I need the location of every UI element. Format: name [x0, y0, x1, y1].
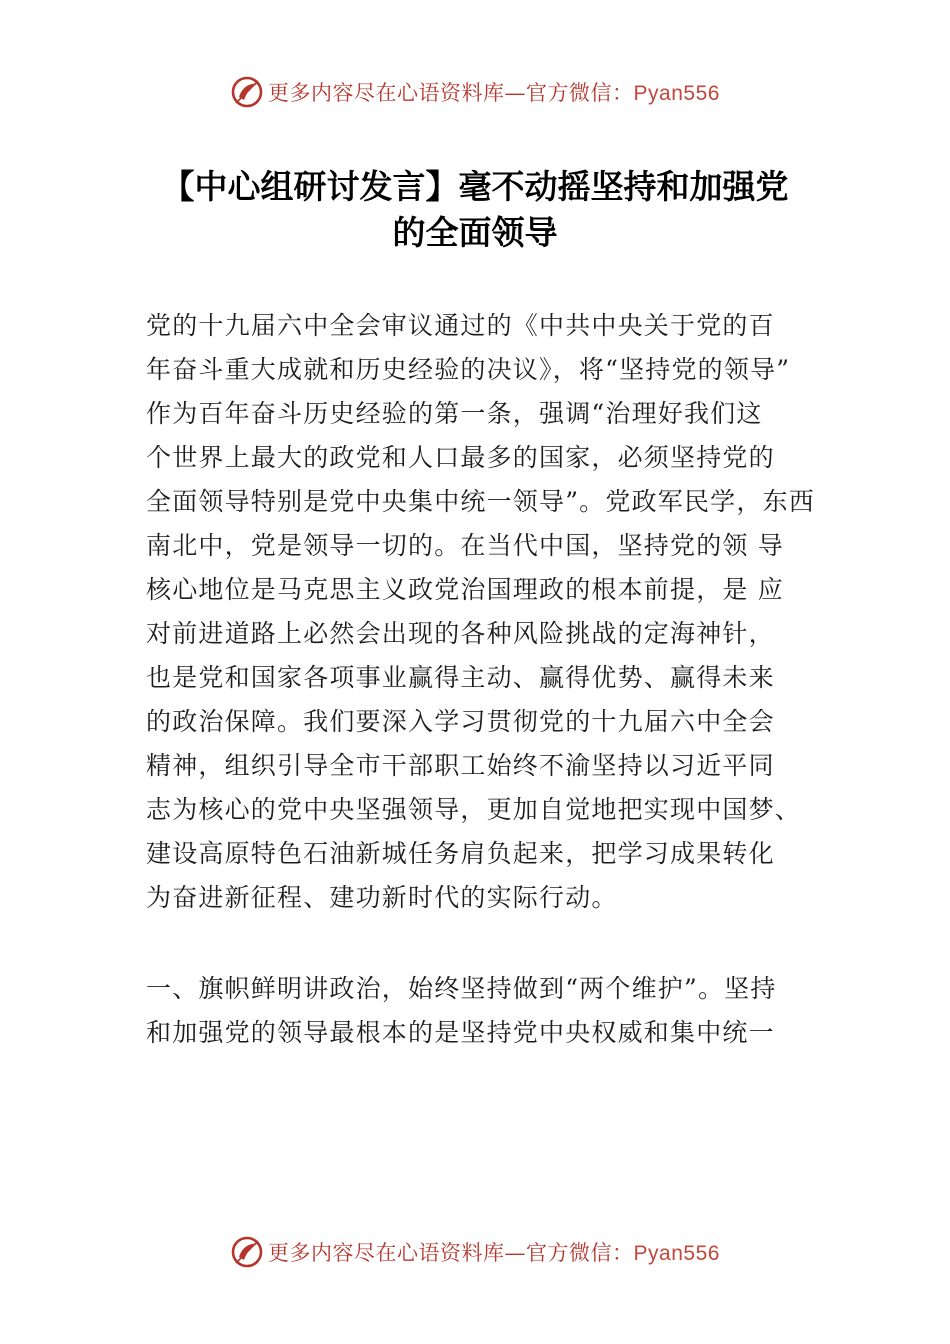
- text-line: 个世界上最大的政党和人口最多的国家，必须坚持党的: [146, 443, 775, 472]
- header-banner: [0, 70, 950, 114]
- text-line: 的政治保障。我们要深入学习贯彻党的十九届六中全会: [146, 707, 775, 736]
- page-title: [95, 164, 855, 256]
- paragraph-2: [146, 967, 836, 1055]
- text-line: 南北中，党是领导一切的。在当代中国，坚持党的领 导: [146, 531, 784, 560]
- text-line: 一、旗帜鲜明讲政治，始终坚持做到“两个维护”。坚持: [146, 974, 777, 1003]
- text-line: 全面领导特别是党中央集中统一领导”。党政军民学，东西: [146, 487, 815, 516]
- text-line: 也是党和国家各项事业赢得主动、赢得优势、赢得未来: [146, 663, 775, 692]
- paragraph-1: [146, 304, 836, 920]
- text-line: 和加强党的领导最根本的是坚持党中央权威和集中统一: [146, 1018, 775, 1047]
- footer-banner: [0, 1230, 950, 1274]
- wechat-id: Pyan556: [633, 1242, 720, 1265]
- text-line: 建设高原特色石油新城任务肩负起来，把学习成果转化: [146, 839, 775, 868]
- text-line: 核心地位是马克思主义政党治国理政的根本前提，是 应: [146, 575, 784, 604]
- banner-label: 更多内容尽在心语资料库—官方微信：Pyan556: [268, 81, 720, 105]
- logo-icon: [230, 1235, 264, 1269]
- text-line: 作为百年奋斗历史经验的第一条，强调“治理好我们这: [146, 399, 763, 428]
- text-line: 党的十九届六中全会审议通过的《中共中央关于党的百: [146, 311, 775, 340]
- text-line: 志为核心的党中央坚强领导，更加自觉地把实现中国梦、: [146, 795, 802, 824]
- logo-icon: [230, 75, 264, 109]
- title-line-2: 的全面领导: [392, 213, 558, 252]
- text-line: 年奋斗重大成就和历史经验的决议》，将“坚持党的领导”: [146, 355, 791, 384]
- text-line: 对前进道路上必然会出现的各种风险挑战的定海神针，: [146, 619, 775, 648]
- text-line: 为奋进新征程、建功新时代的实际行动。: [146, 883, 618, 912]
- wechat-id: Pyan556: [633, 82, 720, 105]
- text-line: 精神，组织引导全市干部职工始终不渝坚持以习近平同: [146, 751, 775, 780]
- title-line-1: 【中心组研讨发言】毫不动摇坚持和加强党: [161, 167, 789, 206]
- banner-label: 更多内容尽在心语资料库—官方微信：Pyan556: [268, 1241, 720, 1265]
